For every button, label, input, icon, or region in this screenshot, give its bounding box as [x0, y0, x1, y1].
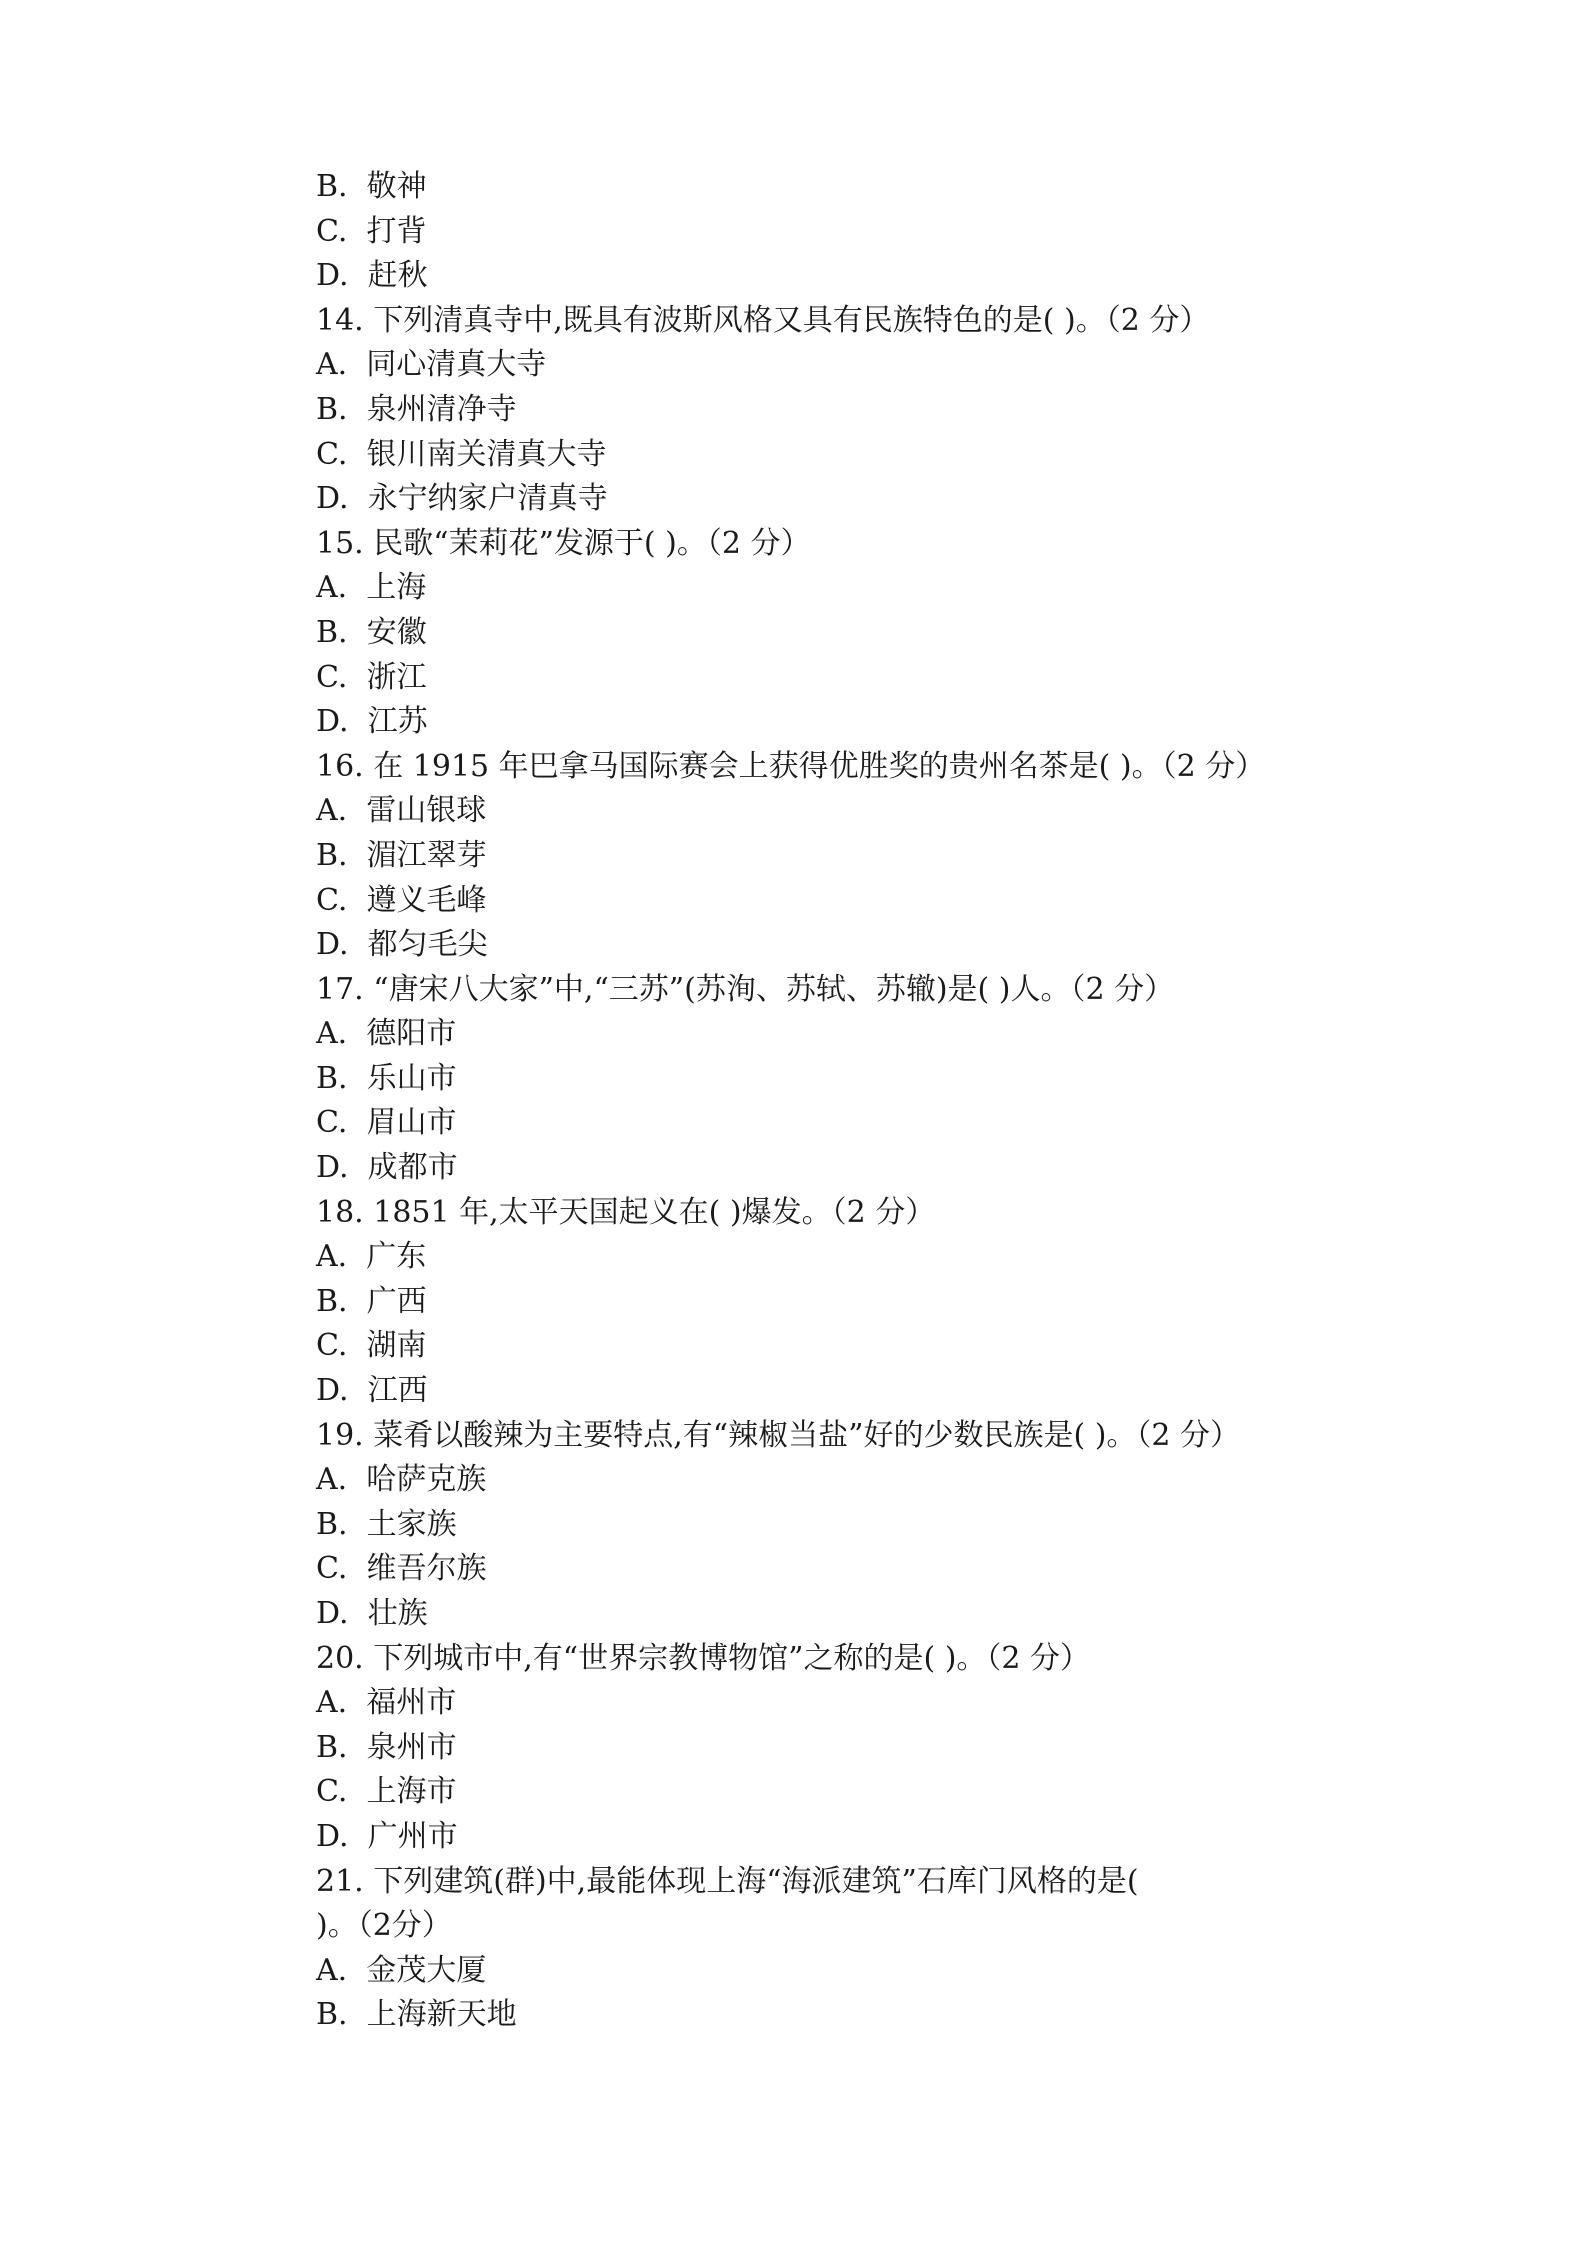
question-line: 18. 1851 年,太平天国起义在( )爆发。（2 分）	[316, 1194, 936, 1230]
question-line: 17. “唐宋八大家”中,“三苏”(苏洵、苏轼、苏辙)是( )人。（2 分）	[316, 971, 1175, 1007]
option-line: B. 广西	[316, 1283, 427, 1319]
option-line: C. 上海市	[316, 1774, 457, 1810]
option-line: C. 湖南	[316, 1328, 427, 1364]
option-line: B. 安徽	[316, 614, 427, 650]
option-line: B. 乐山市	[316, 1060, 457, 1096]
option-line: C. 遵义毛峰	[316, 882, 487, 918]
option-line: D. 永宁纳家户清真寺	[316, 481, 608, 517]
option-line: D. 成都市	[316, 1150, 458, 1186]
option-line: A. 上海	[316, 570, 427, 606]
option-line: B. 土家族	[316, 1506, 457, 1542]
option-line: D. 广州市	[316, 1818, 458, 1854]
option-line: B. 泉州市	[316, 1729, 457, 1765]
option-line: A. 福州市	[316, 1685, 457, 1721]
question-line: 14. 下列清真寺中,既具有波斯风格又具有民族特色的是( )。（2 分）	[316, 302, 1210, 338]
question-line: 20. 下列城市中,有“世界宗教博物馆”之称的是( )。（2 分）	[316, 1640, 1091, 1676]
option-line: D. 壮族	[316, 1596, 428, 1631]
question-line: 16. 在 1915 年巴拿马国际赛会上获得优胜奖的贵州名茶是( )。（2 分）	[316, 748, 1266, 784]
question-line-continued: )。（2分）	[316, 1908, 452, 1944]
option-line: A. 雷山银球	[316, 793, 487, 829]
option-line: B. 上海新天地	[316, 1997, 517, 2033]
question-list	[316, 165, 1456, 2038]
option-line: A. 广东	[316, 1239, 427, 1275]
option-line: A. 哈萨克族	[316, 1462, 487, 1498]
option-line: A. 同心清真大寺	[316, 347, 547, 383]
option-line: C. 浙江	[316, 659, 427, 695]
option-line: A. 金茂大厦	[316, 1952, 487, 1988]
question-line: 19. 菜肴以酸辣为主要特点,有“辣椒当盐”好的少数民族是( )。（2 分）	[316, 1417, 1241, 1453]
question-line: 15. 民歌“茉莉花”发源于( )。（2 分）	[316, 525, 811, 561]
option-line: C. 维吾尔族	[316, 1551, 487, 1587]
option-line: D. 都匀毛尖	[316, 927, 488, 963]
question-line: 21. 下列建筑(群)中,最能体现上海“海派建筑”石库门风格的是(	[316, 1863, 1139, 1899]
option-line: C. 眉山市	[316, 1105, 457, 1141]
option-line: C. 银川南关清真大寺	[316, 436, 607, 472]
option-line: D. 江苏	[316, 704, 428, 740]
option-line: D. 江西	[316, 1373, 428, 1409]
option-line: B. 泉州清净寺	[316, 391, 517, 427]
option-line: D. 赶秋	[316, 258, 428, 294]
option-line: C. 打背	[316, 213, 427, 249]
option-line: B. 湄江翠芽	[316, 837, 487, 873]
option-line: A. 德阳市	[316, 1016, 457, 1052]
option-line: B. 敬神	[316, 169, 427, 204]
